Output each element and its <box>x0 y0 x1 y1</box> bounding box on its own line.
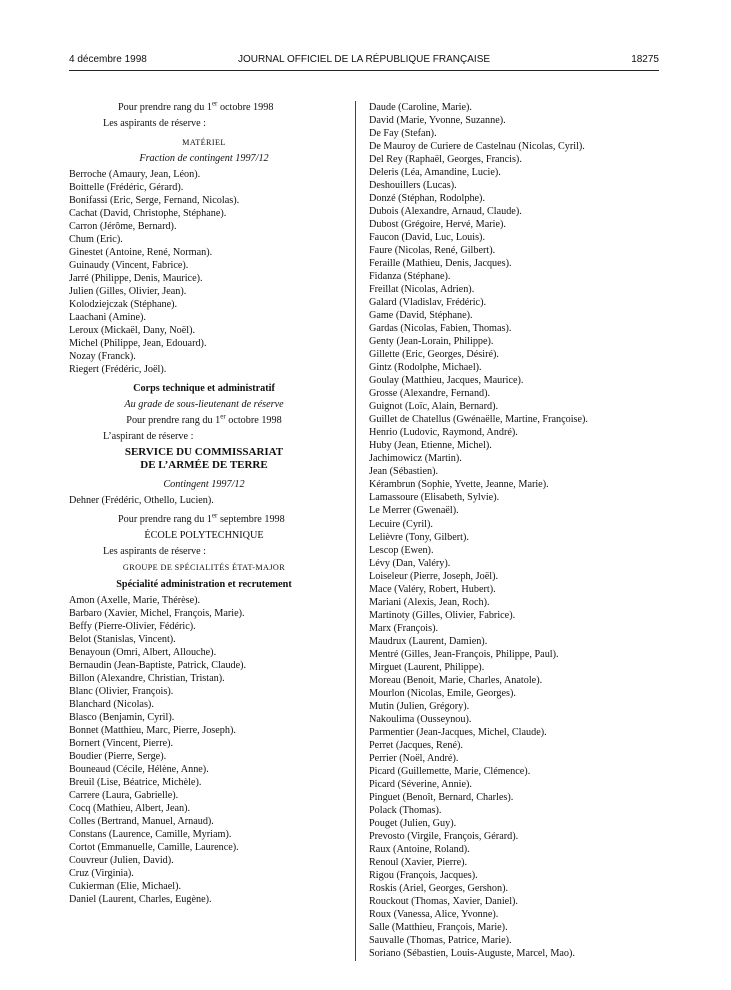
list-item: Cocq (Mathieu, Albert, Jean). <box>69 802 191 814</box>
column-divider <box>355 101 356 961</box>
list-item: Nozay (Franck). <box>69 351 136 363</box>
list-item: Daniel (Laurent, Charles, Eugène). <box>69 893 212 905</box>
list-item: Freillat (Nicolas, Adrien). <box>369 284 475 296</box>
list-item: Bernaudin (Jean-Baptiste, Patrick, Claude). <box>69 659 247 671</box>
list-item: De Fay (Stefan). <box>369 128 437 140</box>
list-item: Rigou (François, Jacques). <box>369 869 478 881</box>
list-item: Lelièvre (Tony, Gilbert). <box>369 531 469 543</box>
list-item: Dubost (Grégoire, Hervé, Marie). <box>369 219 506 231</box>
list-item: Dehner (Frédéric, Othello, Lucien). <box>69 495 214 507</box>
list-item: Perret (Jacques, René). <box>369 739 463 751</box>
list-item: Chum (Eric). <box>69 234 123 246</box>
list-item: Rouckout (Thomas, Xavier, Daniel). <box>369 895 518 907</box>
list-item: Faucon (David, Luc, Louis). <box>369 232 485 244</box>
list-item: Prevosto (Virgile, François, Gérard). <box>369 830 519 842</box>
list-item: Constans (Laurence, Camille, Myriam). <box>69 828 232 840</box>
list-item: Boittelle (Frédéric, Gérard). <box>69 182 184 194</box>
list-item: Blasco (Benjamin, Cyril). <box>69 711 175 723</box>
list-item: Picard (Séverine, Annie). <box>369 778 472 790</box>
list-item: Lévy (Dan, Valéry). <box>369 557 451 569</box>
list-item: Amon (Axelle, Marie, Thérèse). <box>69 594 201 606</box>
list-item: Fidanza (Stéphane). <box>369 271 451 283</box>
list-item: Moreau (Benoit, Marie, Charles, Anatole). <box>369 674 543 686</box>
list-item: Blanchard (Nicolas). <box>69 698 154 710</box>
list-item: Henrio (Ludovic, Raymond, André). <box>369 427 518 439</box>
list-item: Couvreur (Julien, David). <box>69 854 174 866</box>
list-item: Bonnet (Matthieu, Marc, Pierre, Joseph). <box>69 724 236 736</box>
list-item: Mutin (Julien, Grégory). <box>369 700 470 712</box>
groupe-heading: GROUPE DE SPÉCIALITÉS ÉTAT-MAJOR <box>122 563 286 573</box>
list-item: Jarré (Philippe, Denis, Maurice). <box>69 273 203 285</box>
rank-line-1: Pour prendre rang du 1er octobre 1998 <box>118 99 274 113</box>
list-item: Jachimowicz (Martin). <box>369 453 462 465</box>
rank-line-3: Pour prendre rang du 1er septembre 1998 <box>118 512 285 526</box>
service-heading-1: SERVICE DU COMMISSARIAT <box>124 446 284 459</box>
list-item: Parmentier (Jean-Jacques, Michel, Claude). <box>369 726 547 738</box>
list-item: Leroux (Mickaël, Dany, Noël). <box>69 325 196 337</box>
list-item: Sauvalle (Thomas, Patrice, Marie). <box>369 935 512 946</box>
corps-heading: Corps technique et administratif <box>133 383 275 395</box>
list-item: Loiseleur (Pierre, Joseph, Joël). <box>369 570 499 582</box>
list-item: Le Merrer (Gwenaël). <box>369 505 459 517</box>
list-item: Roskis (Ariel, Georges, Gershon). <box>369 882 509 894</box>
list-item: Bouneaud (Cécile, Hélène, Anne). <box>69 763 209 775</box>
names-list-right <box>369 101 659 960</box>
header-rule <box>69 70 659 71</box>
names-list-polytechnique <box>69 594 339 906</box>
list-item: Breuil (Lise, Béatrice, Michèle). <box>69 776 202 788</box>
list-item: Del Rey (Raphaël, Georges, Francis). <box>369 154 522 166</box>
list-item: Faure (Nicolas, René, Gilbert). <box>369 245 496 257</box>
list-item: De Mauroy de Curiere de Castelnau (Nicolas, Cyril). <box>369 141 585 153</box>
list-item: Mace (Valéry, Robert, Hubert). <box>369 583 496 595</box>
list-item: David (Marie, Yvonne, Suzanne). <box>369 115 506 127</box>
list-item: Gintz (Rodolphe, Michael). <box>369 362 482 374</box>
list-item: Laachani (Amine). <box>69 312 146 324</box>
section-materiel: MATÉRIEL <box>182 138 226 148</box>
list-item: Cortot (Emmanuelle, Camille, Laurence). <box>69 841 239 853</box>
list-item: Polack (Thomas). <box>369 804 442 816</box>
list-item: Donzé (Stéphan, Rodolphe). <box>369 193 485 205</box>
list-item: Kolodziejczak (Stéphane). <box>69 299 178 311</box>
list-item: Billon (Alexandre, Christian, Tristan). <box>69 672 225 684</box>
list-item: Kérambrun (Sophie, Yvette, Jeanne, Marie). <box>369 479 549 491</box>
list-item: Bornert (Vincent, Pierre). <box>69 737 174 749</box>
list-item: Perrier (Noël, André). <box>369 752 459 764</box>
names-list-materiel <box>69 168 339 376</box>
list-item: Goulay (Matthieu, Jacques, Maurice). <box>369 375 524 387</box>
list-item: Cruz (Virginia). <box>69 867 134 879</box>
list-item: Colles (Bertrand, Manuel, Arnaud). <box>69 815 214 827</box>
header-date: 4 décembre 1998 <box>69 54 147 65</box>
list-item: Raux (Antoine, Roland). <box>369 843 470 855</box>
list-item: Daude (Caroline, Marie). <box>369 102 472 113</box>
list-item: Dubois (Alexandre, Arnaud, Claude). <box>369 206 522 218</box>
list-item: Pinguet (Benoît, Bernard, Charles). <box>369 791 514 803</box>
list-item: Mentré (Gilles, Jean-François, Philippe, Paul). <box>369 648 559 660</box>
list-item: Julien (Gilles, Olivier, Jean). <box>69 286 187 298</box>
list-item: Salle (Matthieu, François, Marie). <box>369 921 508 933</box>
left-column <box>69 101 339 906</box>
list-item: Soriano (Sébastien, Louis-Auguste, Marcel, Mao). <box>369 948 575 960</box>
list-item: Mirguet (Laurent, Philippe). <box>369 661 485 673</box>
list-item: Lamassoure (Elisabeth, Sylvie). <box>369 492 500 504</box>
list-item: Guignot (Loïc, Alain, Bernard). <box>369 401 499 413</box>
list-item: Maudrux (Laurent, Damien). <box>369 635 488 647</box>
list-item: Feraille (Mathieu, Denis, Jacques). <box>369 258 512 270</box>
contingent-heading: Contingent 1997/12 <box>163 479 245 491</box>
list-item: Carron (Jérôme, Bernard). <box>69 221 177 233</box>
service-heading-2: DE L’ARMÉE DE TERRE <box>140 459 268 472</box>
list-item: Roux (Vanessa, Alice, Yvonne). <box>369 908 499 920</box>
list-item: Cukierman (Elie, Michael). <box>69 880 182 892</box>
list-item: Belot (Stanislas, Vincent). <box>69 633 176 645</box>
list-item: Game (David, Stéphane). <box>369 310 473 322</box>
list-item: Huby (Jean, Etienne, Michel). <box>369 440 492 452</box>
list-item: Lecuire (Cyril). <box>369 518 433 530</box>
list-item: Mourlon (Nicolas, Emile, Georges). <box>369 687 516 699</box>
list-item: Martinoty (Gilles, Olivier, Fabrice). <box>369 609 516 621</box>
fraction-heading: Fraction de contingent 1997/12 <box>139 153 269 165</box>
list-item: Ginestet (Antoine, René, Norman). <box>69 247 213 259</box>
page-number: 18275 <box>631 54 659 65</box>
list-item: Riegert (Frédéric, Joël). <box>69 364 167 376</box>
aspirant-single-line: L’aspirant de réserve : <box>103 431 194 443</box>
page-header <box>69 54 659 70</box>
aspirants-line-2: Les aspirants de réserve : <box>103 546 206 558</box>
list-item: Marx (François). <box>369 622 439 634</box>
list-item: Blanc (Olivier, François). <box>69 685 174 697</box>
journal-title: JOURNAL OFFICIEL DE LA RÉPUBLIQUE FRANÇAISE <box>237 54 491 65</box>
rank-line-2: Pour prendre rang du 1er octobre 1998 <box>126 412 282 427</box>
list-item: Guillet de Chatellus (Gwénaëlle, Martine, Françoise). <box>369 414 588 426</box>
list-item: Berroche (Amaury, Jean, Léon). <box>69 169 201 181</box>
aspirants-line-1: Les aspirants de réserve : <box>103 118 206 130</box>
ecole-heading: ÉCOLE POLYTECHNIQUE <box>144 530 264 542</box>
list-item: Renoul (Xavier, Pierre). <box>369 856 468 868</box>
list-item: Genty (Jean-Lorain, Philippe). <box>369 336 494 348</box>
specialite-heading: Spécialité administration et recrutement <box>116 578 292 590</box>
list-item: Boudier (Pierre, Serge). <box>69 750 167 762</box>
list-item: Gillette (Eric, Georges, Désiré). <box>369 349 499 361</box>
list-item: Michel (Philippe, Jean, Edouard). <box>69 338 207 350</box>
list-item: Galard (Vladislav, Frédéric). <box>369 297 487 309</box>
list-item: Jean (Sébastien). <box>369 466 439 478</box>
list-item: Beffy (Pierre-Olivier, Fédéric). <box>69 620 196 632</box>
list-item: Cachat (David, Christophe, Stéphane). <box>69 208 227 220</box>
right-column <box>369 101 659 960</box>
list-item: Deleris (Léa, Amandine, Lucie). <box>369 167 501 179</box>
list-item: Barbaro (Xavier, Michel, François, Marie). <box>69 607 245 619</box>
list-item: Deshouillers (Lucas). <box>369 180 457 192</box>
list-item: Gardas (Nicolas, Fabien, Thomas). <box>369 323 512 335</box>
list-item: Mariani (Alexis, Jean, Roch). <box>369 596 490 608</box>
grade-heading: Au grade de sous-lieutenant de réserve <box>124 399 284 411</box>
list-item: Benayoun (Omri, Albert, Allouche). <box>69 646 217 658</box>
list-item: Nakoulima (Ousseynou). <box>369 713 472 725</box>
list-item: Guinaudy (Vincent, Fabrice). <box>69 260 189 272</box>
list-item: Lescop (Ewen). <box>369 544 434 556</box>
list-item: Grosse (Alexandre, Fernand). <box>369 388 491 400</box>
list-item: Carrere (Laura, Gabrielle). <box>69 789 179 801</box>
list-item: Picard (Guillemette, Marie, Clémence). <box>369 765 531 777</box>
list-item: Pouget (Julien, Guy). <box>369 817 457 829</box>
list-item: Bonifassi (Eric, Serge, Fernand, Nicolas). <box>69 195 240 207</box>
